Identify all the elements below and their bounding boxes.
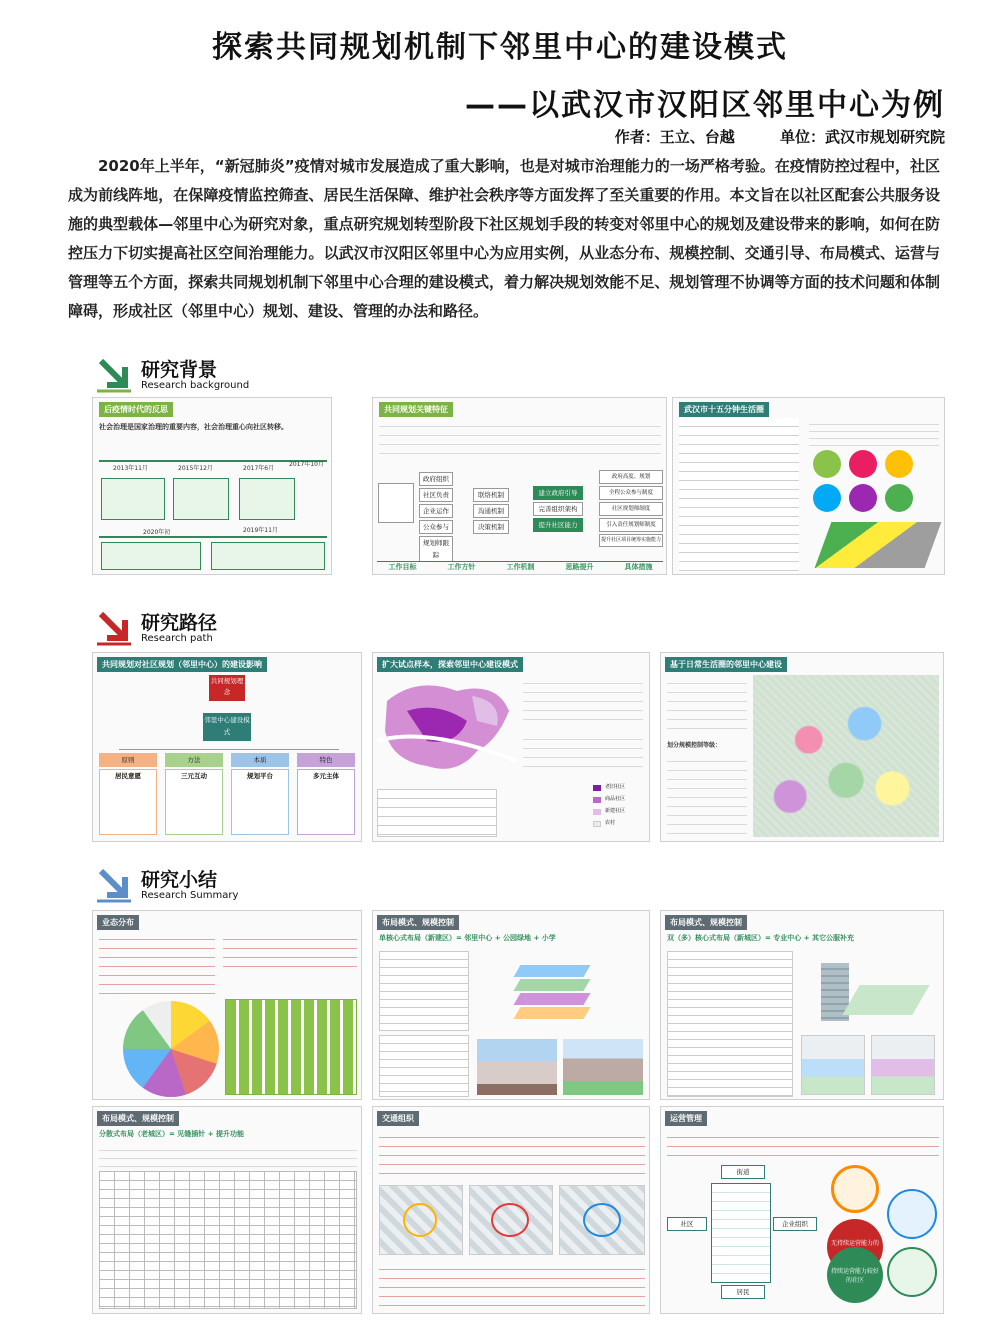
tag-method: 方法 bbox=[165, 753, 223, 767]
abstract-paragraph: 2020年上半年，“新冠肺炎”疫情对城市发展造成了重大影响，也是对城市治理能力的一场严格考验。在疫情防控过程中，社区成为前线阵地，在保障疫情监控筛查、居民生活保障、维护社会秩序等方面发挥了至关重要的作用。本文旨在以社区配套公共服务设施的典型载体—邻里中心为研究对象，重点研究规划转型阶段下社区规划手段的转变对邻里中心的规划及建设带来的影响，如何在防控压力下切实提高社区空间治理能力。以武汉市汉阳区邻里中心为应用实例，从业态分布、规模控制、交通引导、布局模式、运营与管理等五个方面，探索共同规划机制下邻里中心合理的建设模式，着力解决规划效能不足、规划管理不协调等方面的技术问题和体制障碍，形成社区（邻里中心）规划、建设、管理的办法和路径。 bbox=[68, 157, 940, 320]
section-path-subtitle: Research path bbox=[141, 633, 213, 644]
panel-co-planning-impact bbox=[92, 652, 362, 842]
timeline-year: 2020年初 bbox=[143, 529, 171, 536]
red-arrow-icon bbox=[95, 608, 133, 648]
multi-core-formula: 双（多）核心式布局（新城区）= 专业中心 + 其它公服补充 bbox=[667, 934, 855, 942]
panel-co-planning-title: 共同规划关键特征 bbox=[379, 402, 453, 417]
panel-operation-management bbox=[660, 1106, 944, 1314]
core-idea-box: 共同规划理念 bbox=[209, 675, 245, 701]
panel-operation-title: 运营管理 bbox=[665, 1111, 707, 1126]
panel-business-distribution bbox=[92, 910, 362, 1100]
flow-node: 企业组织 bbox=[773, 1217, 817, 1231]
legend-item: 商品社区 bbox=[605, 796, 626, 802]
legend-item: 老旧社区 bbox=[605, 784, 626, 790]
panel-daily-life-circle bbox=[660, 652, 944, 842]
co-plan-mid: 联络机制 bbox=[473, 488, 509, 502]
axis-label: 具体措施 bbox=[624, 563, 653, 571]
card-multi-subject: 多元主体 bbox=[297, 769, 355, 835]
no-ops-community: 无持续运营能力的 bbox=[827, 1219, 883, 1275]
panel-single-core-title: 布局模式、规模控制 bbox=[377, 915, 459, 930]
panel-impact-title: 共同规划对社区规划（邻里中心）的建设影响 bbox=[97, 657, 267, 672]
author-names: 作者：王立、台越 bbox=[614, 128, 735, 146]
green-arrow-icon bbox=[95, 355, 133, 395]
flow-node: 居民 bbox=[721, 1285, 765, 1299]
flow-node: 社区 bbox=[667, 1217, 707, 1231]
legend-item: 新建社区 bbox=[605, 808, 626, 814]
panel-life-circle-title: 武汉市十五分钟生活圈 bbox=[679, 402, 769, 417]
co-plan-left: 政府组织 bbox=[419, 472, 453, 486]
panel-single-core-layout bbox=[372, 910, 650, 1100]
district-map bbox=[377, 671, 517, 781]
panel-business-title: 业态分布 bbox=[97, 915, 139, 930]
panel-scattered-title: 布局模式、规模控制 bbox=[97, 1111, 179, 1126]
axis-label: 工作目标 bbox=[388, 563, 417, 571]
panel-15min-life-circle bbox=[672, 397, 945, 575]
co-plan-right: 全程公众参与制度 bbox=[599, 486, 663, 500]
co-plan-left: 社区负责 bbox=[419, 488, 453, 502]
axis-label: 思路提升 bbox=[565, 563, 594, 571]
panel-multi-core-title: 布局模式、规模控制 bbox=[665, 915, 747, 930]
co-plan-right: 社区规划师制度 bbox=[599, 502, 663, 516]
section-background-title: 研究背景 bbox=[141, 359, 218, 381]
co-plan-left: 企业运作 bbox=[419, 504, 453, 518]
axis-label: 工作方针 bbox=[447, 563, 476, 571]
scale-list-title: 划分规模控制等级： bbox=[667, 742, 722, 749]
timeline-year: 2017年10月 bbox=[289, 461, 324, 468]
panel-daily-circle-title: 基于日常生活圈的邻里中心建设 bbox=[665, 657, 787, 672]
poster-title: 探索共同规划机制下邻里中心的建设模式 bbox=[212, 30, 788, 65]
legend-item: 农村 bbox=[605, 820, 616, 826]
co-plan-mid: 决策机制 bbox=[473, 520, 509, 534]
panel-pilot-samples bbox=[372, 652, 650, 842]
panel-scattered-layout bbox=[92, 1106, 362, 1314]
panel-post-epidemic bbox=[92, 397, 332, 575]
scattered-formula: 分散式布局（老城区）= 见缝插针 + 提升功能 bbox=[99, 1130, 245, 1138]
card-planning-platform: 规划平台 bbox=[231, 769, 289, 835]
panel-multi-core-layout bbox=[660, 910, 944, 1100]
tag-essence: 本质 bbox=[231, 753, 289, 767]
timeline-year: 2017年6月 bbox=[243, 465, 275, 472]
card-tri-interaction: 三元互动 bbox=[165, 769, 223, 835]
tag-principle: 原则 bbox=[99, 753, 157, 767]
section-summary-subtitle: Research Summary bbox=[141, 890, 239, 901]
co-plan-right: 引入责任规划师制度 bbox=[599, 518, 663, 532]
poster-subtitle: ——以武汉市汉阳区邻里中心为例 bbox=[465, 88, 945, 123]
panel-co-planning-features bbox=[372, 397, 667, 575]
co-plan-mid: 沟通机制 bbox=[473, 504, 509, 518]
panel-traffic-title: 交通组织 bbox=[377, 1111, 419, 1126]
core-model-box: 邻里中心建设模式 bbox=[203, 713, 251, 741]
single-core-formula: 单核心式布局（新建区）= 邻里中心 + 公园绿地 + 小学 bbox=[379, 934, 556, 942]
panel-post-epidemic-lead: 社会治理是国家治理的重要内容，社会治理重心向社区转移。 bbox=[99, 423, 288, 431]
co-plan-left: 规划师跟踪 bbox=[419, 536, 453, 562]
co-plan-center: 建立政府引导 bbox=[533, 486, 583, 500]
author-unit: 单位：武汉市规划研究院 bbox=[779, 128, 945, 146]
section-summary-title: 研究小结 bbox=[141, 869, 218, 891]
section-background-subtitle: Research background bbox=[141, 380, 250, 391]
panel-pilot-title: 扩大试点样本，探索邻里中心建设模式 bbox=[377, 657, 523, 672]
co-plan-right: 提升社区项目统筹实施能力 bbox=[599, 534, 663, 547]
timeline-year: 2013年11月 bbox=[113, 465, 148, 472]
panel-post-epidemic-title: 后疫情时代的反思 bbox=[99, 402, 173, 417]
timeline-year: 2019年11月 bbox=[243, 527, 278, 534]
flow-node: 街道 bbox=[721, 1165, 765, 1179]
axis-label: 工作机制 bbox=[506, 563, 535, 571]
section-path-title: 研究路径 bbox=[141, 612, 218, 634]
good-ops-community: 持续运营能力较好的社区 bbox=[827, 1247, 883, 1303]
tag-feature: 特色 bbox=[297, 753, 355, 767]
card-resident-will: 居民意愿 bbox=[99, 769, 157, 835]
co-plan-center: 提升社区能力 bbox=[533, 518, 583, 532]
co-plan-right: 政府高度、规划 bbox=[599, 470, 663, 484]
timeline-year: 2015年12月 bbox=[178, 465, 213, 472]
blue-arrow-icon bbox=[95, 865, 133, 905]
co-plan-left: 公众参与 bbox=[419, 520, 453, 534]
panel-traffic bbox=[372, 1106, 650, 1314]
authors-line bbox=[615, 126, 945, 147]
co-plan-center: 完善组织架构 bbox=[533, 502, 583, 516]
